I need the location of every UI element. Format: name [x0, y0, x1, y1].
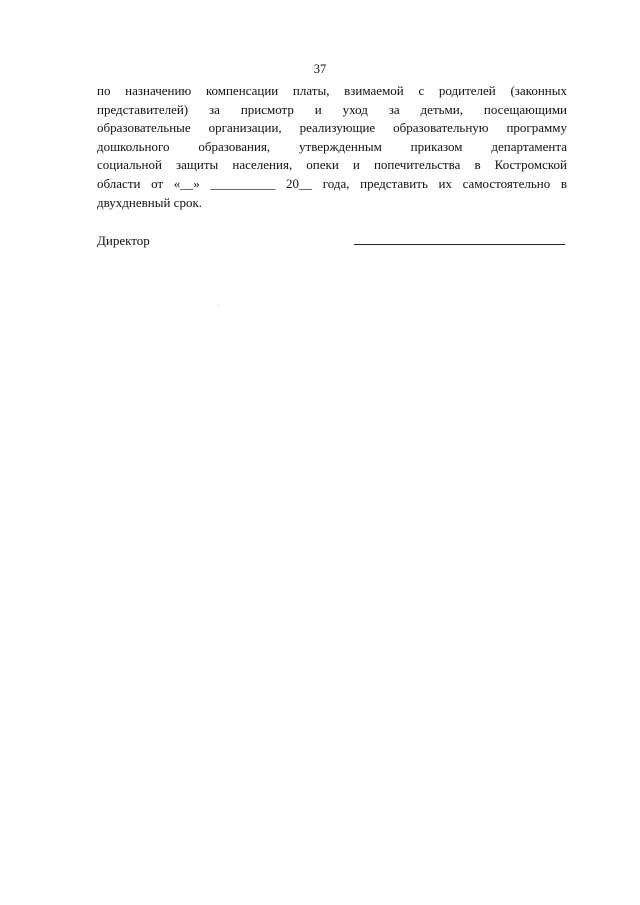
signature-label: Директор: [97, 233, 150, 248]
scan-speck: [218, 305, 219, 306]
paragraph-line-6: области от «__» __________ 20__ года, представить их самостоятельно в: [97, 175, 567, 191]
paragraph-line-7: двухдневный срок.: [97, 194, 203, 210]
page-number: 37: [313, 62, 327, 76]
paragraph-line-2: представителей) за присмотр и уход за детьми, посещающими: [97, 101, 567, 117]
body-paragraph: [97, 82, 567, 212]
paragraph-line-1: по назначению компенсации платы, взимаемой с родителей (законных: [97, 83, 567, 98]
paragraph-line-3: образовательные организации, реализующие образовательную программу: [97, 120, 567, 136]
paragraph-line-5: социальной защиты населения, опеки и попечительства в Костромской: [97, 157, 567, 173]
paragraph-line-4: дошкольного образования, утвержденным приказом департамента: [97, 138, 567, 154]
signature-line: [354, 244, 565, 245]
